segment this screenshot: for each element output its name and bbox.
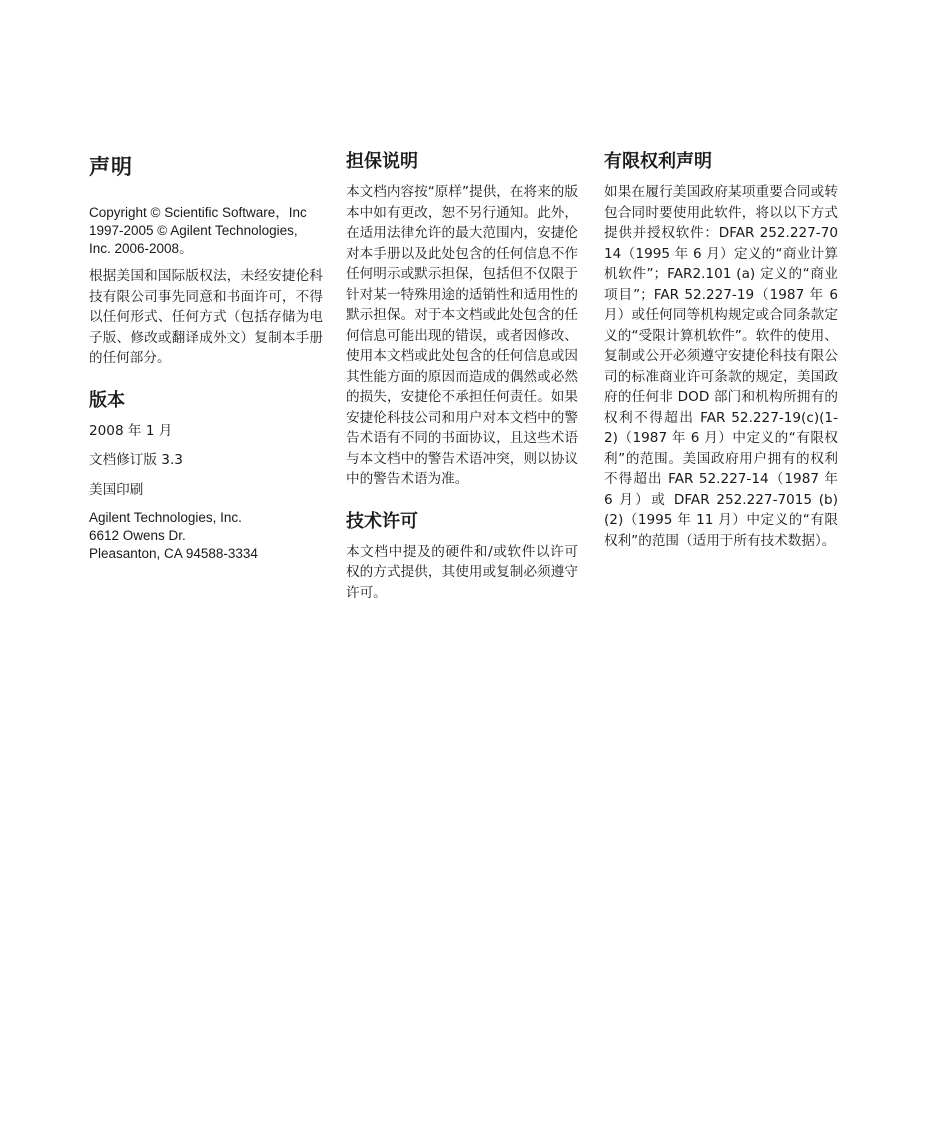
address-line-1: Agilent Technologies, Inc.	[89, 510, 242, 525]
document-revision: 文档修订版 3.3	[89, 452, 183, 468]
warranty-text: 本文档内容按“原样”提供，在将来的版本中如有更改，恕不另行通知。此外，在适用法律允许的最大范围内，安捷伦对本手册以及此处包含的任何信息不作任何明示或默示担保，包括但不仅限于针对某一特殊用途的适销性和适用性的默示担保。对于本文档或此处包含的任何信息可能出现的错误，或者因修改、使用本文档或此处包含的任何信息或因其性能方面的原因而造成的偶然或必然的损失，安捷伦不承担任何责任。如果安捷伦科技公司和用户对本文档中的警告术语有不同的书面协议，且这些术语与本文档中的警告术语冲突，则以协议中的警告术语为准。	[346, 184, 578, 487]
left-column	[89, 150, 323, 563]
warranty-heading: 担保说明	[346, 151, 418, 172]
middle-column	[346, 150, 578, 611]
edition-heading: 版本	[89, 389, 125, 411]
right-column	[604, 150, 838, 559]
printed-in: 美国印刷	[89, 481, 144, 498]
edition-date: 2008 年 1 月	[89, 422, 173, 439]
copyright-law-paragraph: 根据美国和国际版权法，未经安捷伦科技有限公司事先同意和书面许可，不得以任何形式、任何方式（包括存储为电子版、修改或翻译成外文）复制本手册的任何部分。	[89, 268, 323, 366]
technology-license-text: 本文档中提及的硬件和/或软件以许可权的方式提供，其使用或复制必须遵守许可。	[346, 543, 578, 601]
address-line-3: Pleasanton, CA 94588-3334	[89, 546, 258, 561]
technology-license-heading: 技术许可	[346, 510, 418, 532]
restricted-rights-heading: 有限权利声明	[604, 151, 712, 172]
restricted-rights-text: 如果在履行美国政府某项重要合同或转包合同时要使用此软件，将以以下方式提供并授权软件：DFAR 252.227-7014（1995 年 6 月）定义的“商业计算机软件”；FAR2.101 (a) 定义的“商业项目”；FAR 52.227-19（1987 年 6 月）或任何同等机构规定或合同条款定义的“受限计算机软件”。软件的使用、复制或公开必须遵守安捷伦科技有限公司的标准商业许可条款的规定，美国政府的任何非 DOD 部门和机构所拥有的权利不得超出 FAR 52.227-19(c)(1-2)（1987 年 6 月）中定义的“有限权利”的范围。美国政府用户拥有的权利不得超出 FAR 52.227-14（1987 年 6 月）或 DFAR 252.227-7015 (b)(2)（1995 年 11 月）中定义的“有限权利”的范围（适用于所有技术数据）。	[604, 184, 838, 549]
company-address	[89, 509, 323, 563]
copyright-text: Copyright © Scientific Software，Inc 1997-2005 © Agilent Technologies, Inc. 2006-2008。	[89, 205, 307, 256]
notice-title: 声明	[89, 155, 133, 179]
address-line-2: 6612 Owens Dr.	[89, 528, 186, 543]
